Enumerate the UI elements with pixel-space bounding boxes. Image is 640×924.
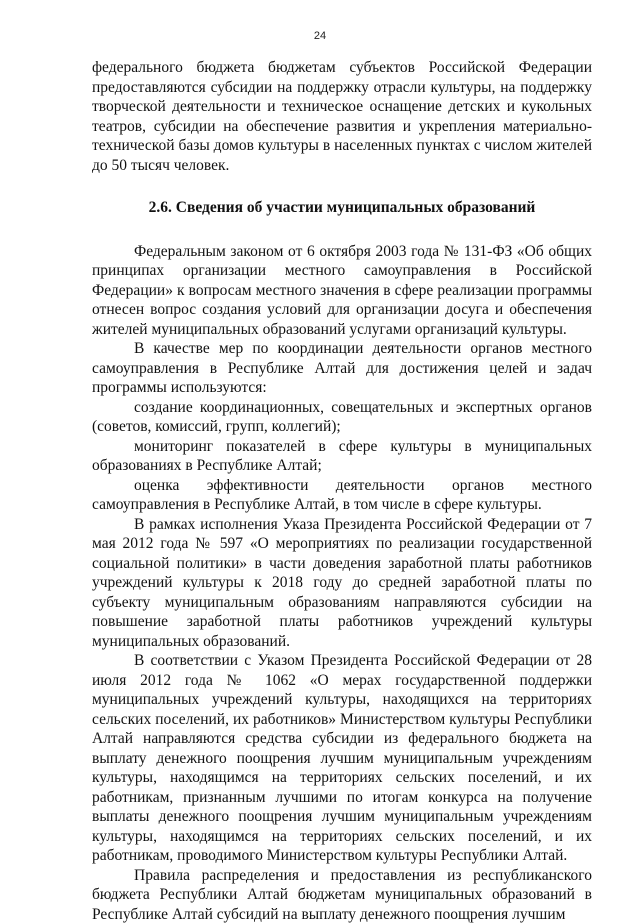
section-heading: 2.6. Сведения об участии муниципальных образований — [92, 198, 592, 218]
paragraph: В соответствии с Указом Президента Российской Федерации от 28 июля 2012 года № 1062 «О мерах государственной поддержки муниципальных учреждений культуры, находящихся на территориях сельских поселений, их работников» Министерством культуры Республики Алтай направляются средства субсидии из федерального бюджета на выплату денежного поощрения лучшим муниципальным учреждениям культуры, находящимся на территориях сельских поселений, и их работникам, признанным лучшими по итогам конкурса на получение выплаты денежного поощрения лучшим муниципальным учреждениям культуры, находящимся на территориях сельских поселений, и их работникам, проводимого Министерством культуры Республики Алтай. — [92, 651, 592, 866]
paragraph: В рамках исполнения Указа Президента Российской Федерации от 7 мая 2012 года № 597 «О мероприятиях по реализации государственной социальной политики» в части доведения заработной платы работников учреждений культуры к 2018 году до средней заработной платы по субъекту муниципальным образованиям направляются субсидии на повышение заработной платы работников учреждений культуры муниципальных образований. — [92, 515, 592, 652]
page-number: 24 — [0, 30, 640, 42]
paragraph: В качестве мер по координации деятельности органов местного самоуправления в Республике Алтай для достижения целей и задач программы используются: — [92, 339, 592, 398]
list-item: оценка эффективности деятельности органов местного самоуправления в Республике Алтай, в том числе в сфере культуры. — [92, 476, 592, 515]
paragraph-continued: федерального бюджета бюджетам субъектов Российской Федерации предоставляются субсидии на поддержку отрасли культуры, на поддержку творческой деятельности и техническое оснащение детских и кукольных театров, субсидии на обеспечение развития и укрепления материально-технической базы домов культуры в населенных пунктах с числом жителей до 50 тысяч человек. — [92, 58, 592, 175]
paragraph: Правила распределения и предоставления из республиканского бюджета Республики Алтай бюджетам муниципальных образований в Республике Алтай субсидий на выплату денежного поощрения лучшим — [92, 866, 592, 924]
document-body — [92, 58, 592, 924]
list-item: мониторинг показателей в сфере культуры в муниципальных образованиях в Республике Алтай; — [92, 437, 592, 476]
list-item: создание координационных, совещательных и экспертных органов (советов, комиссий, групп, коллегий); — [92, 398, 592, 437]
paragraph: Федеральным законом от 6 октября 2003 года № 131-ФЗ «Об общих принципах организации местного самоуправления в Российской Федерации» к вопросам местного значения в сфере реализации программы отнесен вопрос создания условий для организации досуга и обеспечения жителей муниципальных образований услугами организаций культуры. — [92, 242, 592, 340]
